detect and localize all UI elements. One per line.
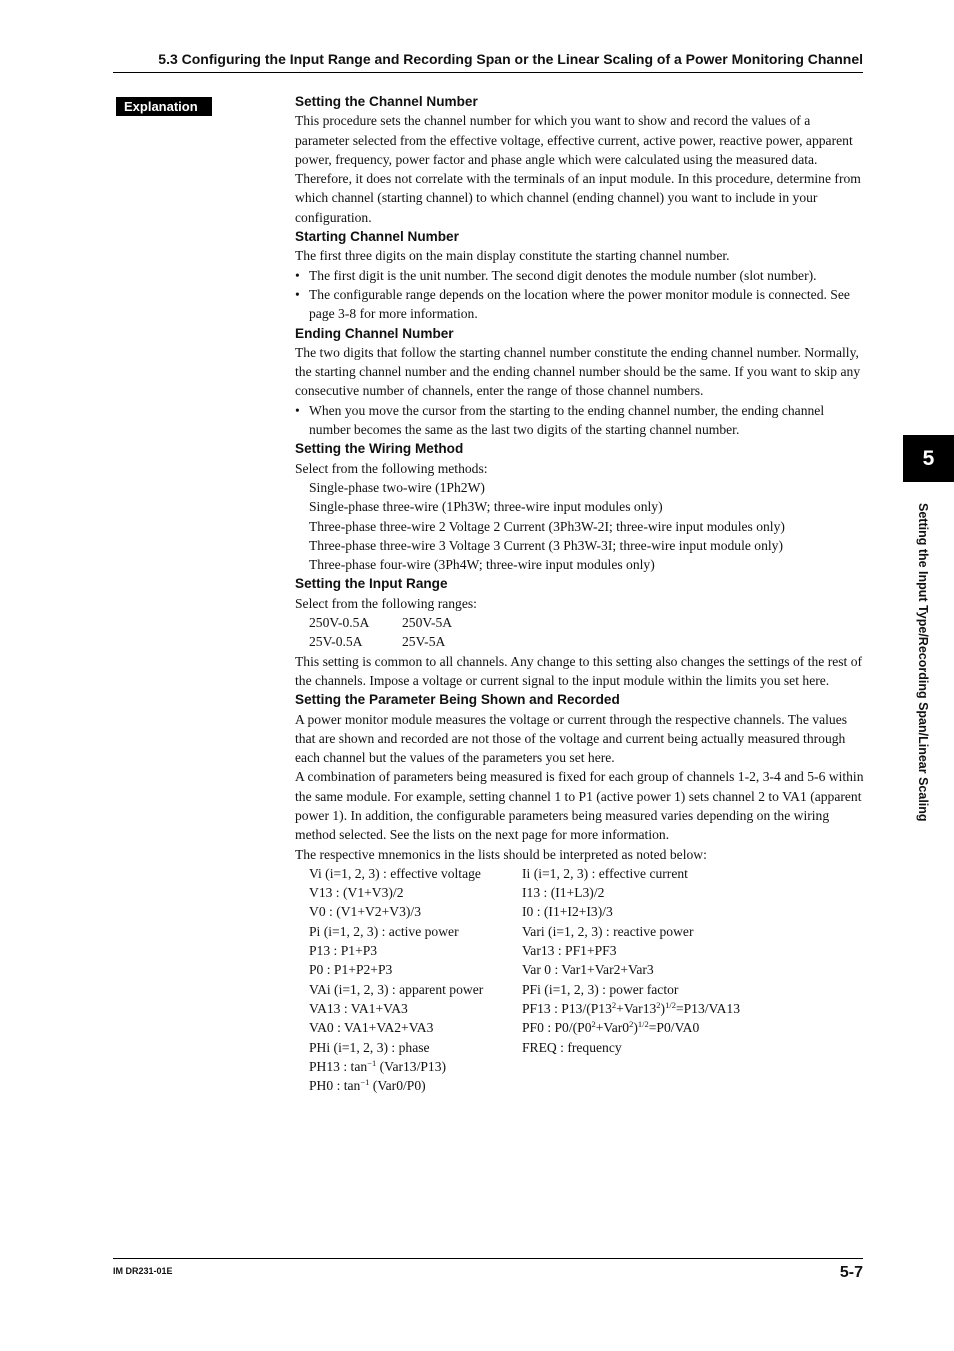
input-range-item: 250V-5A [402,615,453,631]
main-content [295,92,867,1095]
heading-ending-channel: Ending Channel Number [295,325,454,341]
paragraph-ending-channel: The two digits that follow the starting channel number constitute the ending channel number. Normally, the starting channel number and the ending channel number should be the same. If you want to skip any consecutive number of channels, enter the range of those channel numbers. [295,344,861,399]
page-number: 5-7 [839,1264,863,1281]
paragraph-channel-number: This procedure sets the channel number for which you want to show and record the values of a parameter selected from the effective voltage, effective current, active power, reactive power, apparent power, frequency, power factor and phase angle which were calculated using the measured data. Therefore, it does not correlate with the terminals of an input module. In this procedure, determine from which channel (starting channel) to which channel (ending channel) you want to include in your configuration. [295,113,861,225]
mnemonic-item-pf0: PF0 : $P0/(P0^2+Var0^2)^{1/2}=P0/VA0$ [522,1019,700,1036]
mnemonic-item: PHi (i=1, 2, 3) : phase [309,1039,430,1055]
paragraph-wiring-intro: Select from the following methods: [295,460,488,476]
chapter-side-title: Setting the Input Type/Recording Span/Linear Scaling [916,503,930,822]
wiring-method-item: Single-phase three-wire (1Ph3W; three-wire input modules only) [309,499,663,515]
explanation-label: Explanation [116,97,212,116]
paragraph-starting-channel: The first three digits on the main display constitute the starting channel number. [295,248,730,264]
mnemonic-item: Var13 : PF1+PF3 [522,943,617,959]
mnemonic-list [295,864,867,1096]
paragraph-input-range-intro: Select from the following ranges: [295,595,477,611]
bullet-item: • The first digit is the unit number. The second digit denotes the module number (slot number). [295,266,867,285]
mnemonic-item: Vi (i=1, 2, 3) : effective voltage [309,865,481,881]
input-range-item: 250V-0.5A [309,615,370,631]
paragraph-input-range-note: This setting is common to all channels. Any change to this setting also changes the settings of the rest of the channels. Impose a voltage or current signal to the input module within the limits you set here. [295,653,863,688]
heading-input-range: Setting the Input Range [295,576,448,592]
mnemonic-item-pf13: PF13 : $P13/(P13^2+Var13^2)^{1/2}=P13/VA13$ [522,999,741,1016]
heading-starting-channel: Starting Channel Number [295,229,459,245]
footer-rule [113,1258,863,1259]
mnemonic-item: P13 : P1+P3 [309,943,378,959]
wiring-method-item: Three-phase three-wire 2 Voltage 2 Current (3Ph3W-2I; three-wire input modules only) [309,518,785,534]
mnemonic-item: I0 : (I1+I2+I3)/3 [522,904,613,920]
wiring-method-item: Single-phase two-wire (1Ph2W) [309,479,485,495]
paragraph-parameter-1: A power monitor module measures the voltage or current through the respective channels. The values that are shown and recorded are not those of the voltage and current being actually measured through each channel but the values of the parameters you set here. [295,711,848,766]
mnemonic-item: Pi (i=1, 2, 3) : active power [309,923,459,939]
bullet-item: • The configurable range depends on the location where the power monitor module is connected. See page 3-8 for more information. [295,285,867,324]
mnemonic-item: PFi (i=1, 2, 3) : power factor [522,981,679,997]
document-id: IM DR231-01E [113,1266,173,1276]
mnemonic-item-ph13: PH13 : $\tan^{-1} (Var13/P13)$ [309,1057,447,1074]
heading-parameter: Setting the Parameter Being Shown and Recorded [295,692,620,708]
heading-wiring-method: Setting the Wiring Method [295,441,464,457]
mnemonic-item: VA13 : VA1+VA3 [309,1000,408,1016]
wiring-method-item: Three-phase four-wire (3Ph4W; three-wire input modules only) [309,557,655,573]
mnemonic-empty-cell [522,1057,867,1076]
input-range-item: 25V-5A [402,634,446,650]
mnemonic-item: VA0 : VA1+VA2+VA3 [309,1020,434,1036]
input-range-item: 25V-0.5A [309,634,363,650]
chapter-tab: 5 [903,435,954,482]
page-header-title: 5.3 Configuring the Input Range and Recording Span or the Linear Scaling of a Power Monitoring Channel [158,51,863,67]
mnemonic-item: I13 : (I1+L3)/2 [522,885,605,901]
mnemonic-item: Vari (i=1, 2, 3) : reactive power [522,923,694,939]
header-rule [113,72,863,73]
input-range-list [295,613,867,652]
mnemonic-item: FREQ : frequency [522,1039,622,1055]
mnemonic-item: P0 : P1+P2+P3 [309,962,393,978]
mnemonic-item: V0 : (V1+V2+V3)/3 [309,904,421,920]
mnemonic-item: V13 : (V1+V3)/2 [309,885,404,901]
bullet-item: • When you move the cursor from the starting to the ending channel number, the ending channel number becomes the same as the last two digits of the starting channel number. [295,401,867,440]
mnemonic-item: Var 0 : Var1+Var2+Var3 [522,962,654,978]
paragraph-parameter-3: The respective mnemonics in the lists should be interpreted as noted below: [295,846,707,862]
mnemonic-item-ph0: PH0 : $\tan^{-1} (Var0/P0)$ [309,1077,426,1094]
mnemonic-item: VAi (i=1, 2, 3) : apparent power [309,981,484,997]
paragraph-parameter-2: A combination of parameters being measured is fixed for each group of channels 1-2, 3-4 and 5-6 within the same module. For example, setting channel 1 to P1 (active power 1) sets channel 2 to VA1 (apparent power 1). In addition, the configurable parameters being measured varies depending on the wiring method selected. See the lists on the next page for more information. [295,769,864,843]
wiring-method-item: Three-phase three-wire 3 Voltage 3 Current (3 Ph3W-3I; three-wire input module only) [309,537,784,553]
heading-channel-number: Setting the Channel Number [295,94,478,109]
mnemonic-item: Ii (i=1, 2, 3) : effective current [522,865,688,881]
